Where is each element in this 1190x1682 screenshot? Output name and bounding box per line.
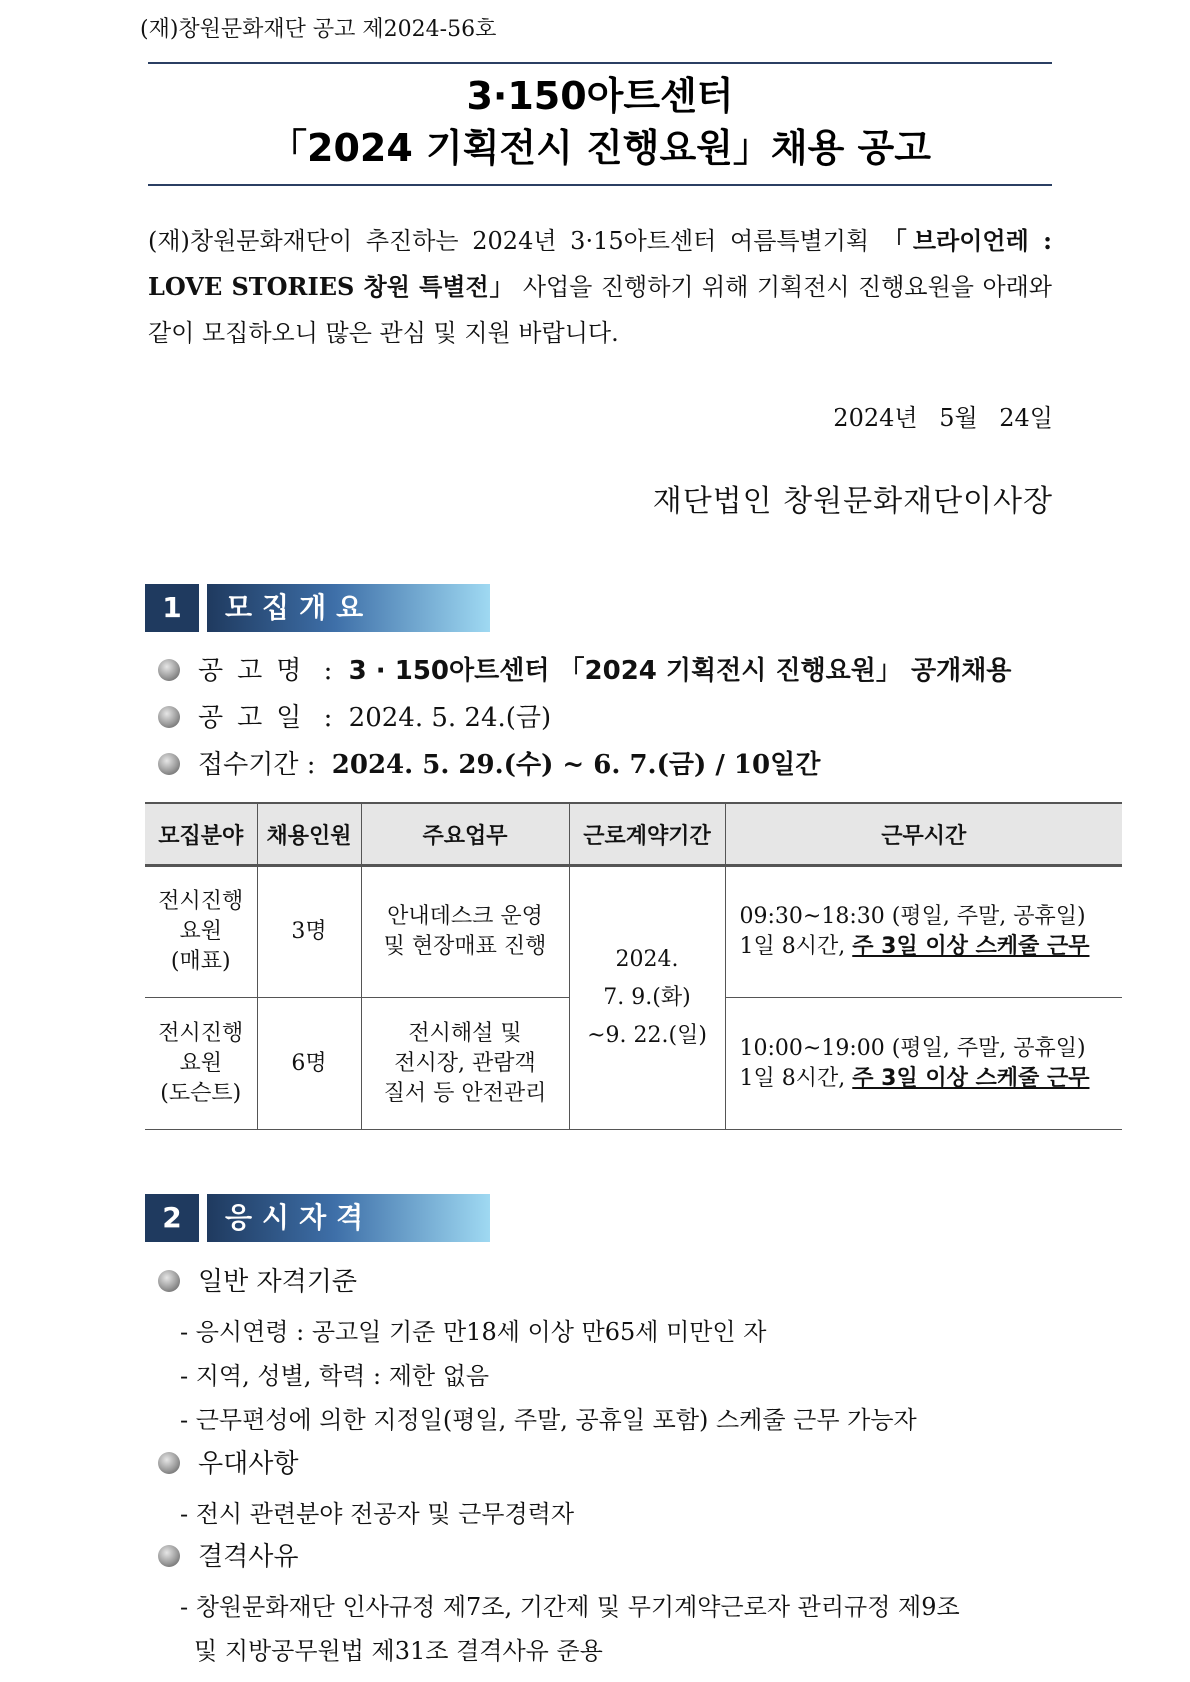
separator: : — [323, 703, 333, 733]
header-hours: 근무시간 — [725, 803, 1122, 866]
group-heading: 일반 자격기준 — [198, 1267, 357, 1297]
hours-time: 10:00~19:00 (평일, 주말, 공휴일) — [739, 1035, 1086, 1061]
bullet-icon — [158, 1452, 180, 1474]
label-reception-period: 접수기간 — [198, 750, 299, 780]
notice-name-row — [198, 650, 1011, 687]
hours-schedule — [740, 932, 1122, 962]
period-line: ~9. 22.(일) — [587, 1023, 707, 1048]
duty-line: 전시장, 관람객 — [394, 1050, 536, 1076]
cell-field — [145, 866, 257, 998]
bullet-icon — [158, 1545, 180, 1567]
group-heading: 우대사항 — [198, 1449, 299, 1479]
cell-count: 6명 — [257, 998, 361, 1130]
duty-line: 전시해설 및 — [408, 1020, 522, 1046]
bullet-icon — [158, 706, 180, 728]
notice-date-row — [198, 697, 551, 734]
field-line: (도슨트) — [160, 1080, 242, 1106]
value-notice-name: 3 · 150아트센터 「2024 기획전시 진행요원」 공개채용 — [348, 656, 1012, 686]
separator: : — [306, 750, 316, 780]
hours-prefix: 1일 8시간, — [739, 934, 846, 959]
header-field: 모집분야 — [145, 803, 257, 866]
hours-schedule-emphasis: 주 3일 이상 스케줄 근무 — [852, 1065, 1090, 1091]
cell-count: 3명 — [257, 866, 361, 998]
field-line: 요원 — [179, 919, 222, 944]
intro-text-1: (재)창원문화재단이 추진하는 2024년 3·15아트센터 여름특별기획 — [148, 227, 870, 255]
cell-contract-period — [569, 866, 725, 1130]
section-1-title: 모집개요 — [207, 584, 490, 632]
bullet-icon — [158, 659, 180, 681]
cell-duty — [361, 998, 569, 1130]
cell-hours — [725, 998, 1122, 1130]
field-line: (매표) — [170, 949, 231, 974]
list-item: - 응시연령 : 공고일 기준 만18세 이상 만65세 미만인 자 — [180, 1318, 767, 1346]
section-1-number: 1 — [145, 584, 199, 632]
list-item: - 근무편성에 의한 지정일(평일, 주말, 공휴일 포함) 스케줄 근무 가능자 — [180, 1406, 917, 1434]
intro-exhibition-name: 「브라이언레 : LOVE STORIES 창원 특별전」 — [148, 226, 1052, 301]
bullet-icon — [158, 1270, 180, 1292]
period-line: 7. 9.(화) — [603, 985, 691, 1010]
list-item: - 전시 관련분야 전공자 및 근무경력자 — [180, 1500, 575, 1528]
title-bottom-rule — [148, 184, 1052, 186]
page-title-line1: 3·150아트센터 — [466, 74, 734, 118]
field-line: 요원 — [179, 1050, 222, 1076]
bullet-icon — [158, 753, 180, 775]
duty-line: 안내데스크 운영 — [387, 904, 543, 929]
page-title-line2: 「2024 기획전시 진행요원」채용 공고 — [269, 126, 931, 170]
header-count: 채용인원 — [257, 803, 361, 866]
label-notice-date: 공고일 — [198, 703, 316, 733]
value-notice-date: 2024. 5. 24.(금) — [348, 703, 552, 733]
intro-paragraph — [148, 218, 1052, 356]
reception-period-row — [198, 744, 820, 781]
header-duty: 주요업무 — [361, 803, 569, 866]
separator: : — [323, 656, 333, 686]
hours-prefix: 1일 8시간, — [739, 1065, 846, 1091]
cell-duty — [361, 866, 569, 998]
hours-schedule — [740, 1064, 1122, 1094]
value-reception-period: 2024. 5. 29.(수) ~ 6. 7.(금) / 10일간 — [331, 750, 821, 780]
duty-line: 및 현장매표 진행 — [383, 934, 547, 959]
signer: 재단법인 창원문화재단이사장 — [652, 484, 1053, 519]
intro-text-2: 사업을 진행하기 위해 기획전시 진행요원을 아래와 같이 모집하오니 많은 관심 및 지원 바랍니다. — [148, 273, 1052, 347]
recruitment-table — [145, 802, 1122, 1130]
list-item: 및 지방공무원법 제31조 결격사유 준용 — [194, 1637, 603, 1665]
duty-line: 질서 등 안전관리 — [383, 1080, 547, 1106]
cell-hours — [725, 866, 1122, 998]
label-notice-name: 공고명 — [198, 656, 316, 686]
list-item: - 창원문화재단 인사규정 제7조, 기간제 및 무기계약근로자 관리규정 제9조 — [180, 1593, 960, 1621]
announcement-date: 2024년 5월 24일 — [833, 404, 1053, 432]
list-item: - 지역, 성별, 학력 : 제한 없음 — [180, 1362, 490, 1390]
table-header-row — [145, 803, 1122, 866]
group-heading: 결격사유 — [198, 1542, 299, 1572]
hours-time: 09:30~18:30 (평일, 주말, 공휴일) — [739, 904, 1086, 929]
cell-field — [145, 998, 257, 1130]
section-2-number: 2 — [145, 1194, 199, 1242]
field-line: 전시진행 — [158, 1020, 244, 1046]
section-2-title: 응시자격 — [207, 1194, 490, 1242]
hours-schedule-emphasis: 주 3일 이상 스케줄 근무 — [852, 934, 1090, 959]
field-line: 전시진행 — [158, 889, 244, 914]
title-top-rule — [148, 62, 1052, 64]
announcement-number: (재)창원문화재단 공고 제2024-56호 — [140, 17, 497, 42]
header-period: 근로계약기간 — [569, 803, 725, 866]
table-row — [145, 866, 1122, 998]
period-line: 2024. — [615, 947, 679, 972]
